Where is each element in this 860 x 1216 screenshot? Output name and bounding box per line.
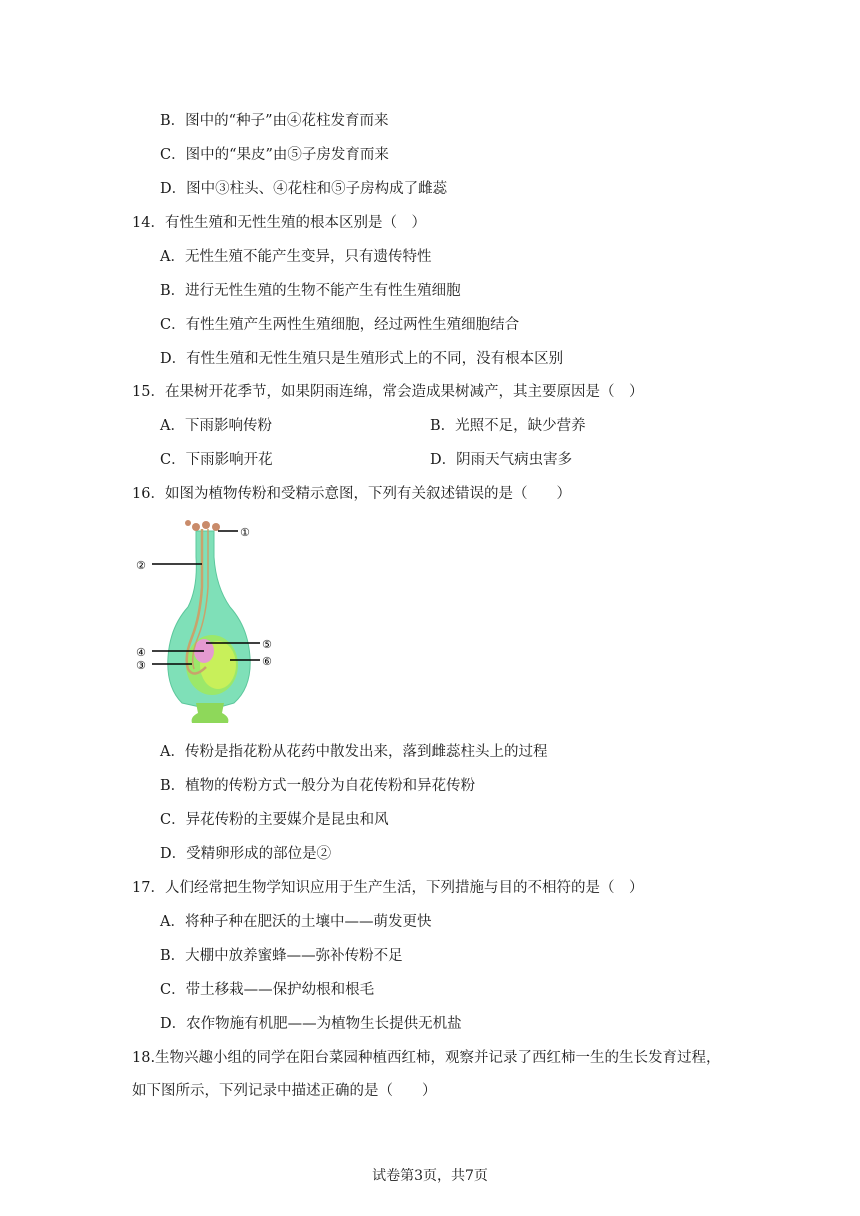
pollen-grain bbox=[202, 521, 210, 529]
q15-option-c: C．下雨影响开花 bbox=[160, 452, 273, 468]
q16-option-c: C．异花传粉的主要媒介是昆虫和风 bbox=[160, 812, 389, 828]
label-2: ② bbox=[136, 559, 146, 572]
page-footer: 试卷第3页，共7页 bbox=[372, 1168, 488, 1184]
q14-stem: 14．有性生殖和无性生殖的根本区别是（ ） bbox=[132, 215, 426, 231]
label-6: ⑥ bbox=[262, 655, 272, 668]
label-4: ④ bbox=[136, 646, 146, 659]
q13-option-c: C．图中的“果皮”由⑤子房发育而来 bbox=[160, 147, 389, 163]
pollen-grain bbox=[185, 520, 191, 526]
q14-option-c: C．有性生殖产生两性生殖细胞，经过两性生殖细胞结合 bbox=[160, 317, 520, 333]
q18-stem-line1: 18.生物兴趣小组的同学在阳台菜园种植西红柿，观察并记录了西红柿一生的生长发育过程， bbox=[132, 1050, 721, 1066]
q16-option-a: A．传粉是指花粉从花药中散发出来，落到雌蕊柱头上的过程 bbox=[160, 744, 548, 760]
q15-stem: 15．在果树开花季节，如果阴雨连绵，常会造成果树减产，其主要原因是（ ） bbox=[132, 384, 644, 400]
q15-option-b: B．光照不足，缺少营养 bbox=[430, 418, 586, 434]
q14-option-b: B．进行无性生殖的生物不能产生有性生殖细胞 bbox=[160, 283, 461, 299]
q16-option-b: B．植物的传粉方式一般分为自花传粉和异花传粉 bbox=[160, 778, 476, 794]
receptacle bbox=[192, 703, 229, 723]
q13-option-d: D．图中③柱头、④花柱和⑤子房构成了雌蕊 bbox=[160, 181, 448, 197]
q16-stem: 16．如图为植物传粉和受精示意图，下列有关叙述错误的是（ ） bbox=[132, 486, 571, 502]
q13-option-b: B．图中的“种子”由④花柱发育而来 bbox=[160, 113, 389, 129]
q17-option-c: C．带土移栽——保护幼根和根毛 bbox=[160, 982, 375, 998]
q16-option-d: D．受精卵形成的部位是② bbox=[160, 846, 332, 862]
pollination-fertilization-diagram bbox=[130, 517, 290, 727]
q14-option-d: D．有性生殖和无性生殖只是生殖形式上的不同，没有根本区别 bbox=[160, 351, 564, 367]
q17-option-b: B．大棚中放养蜜蜂——弥补传粉不足 bbox=[160, 948, 403, 964]
q15-option-a: A．下雨影响传粉 bbox=[160, 418, 272, 434]
label-3: ③ bbox=[136, 659, 146, 672]
q17-option-d: D．农作物施有机肥——为植物生长提供无机盐 bbox=[160, 1016, 462, 1032]
pollen-grain bbox=[212, 523, 220, 531]
label-1: ① bbox=[240, 526, 250, 539]
q14-option-a: A．无性生殖不能产生变异，只有遗传特性 bbox=[160, 249, 432, 265]
q17-option-a: A．将种子种在肥沃的土壤中——萌发更快 bbox=[160, 914, 432, 930]
label-5: ⑤ bbox=[262, 638, 272, 651]
q15-option-d: D．阴雨天气病虫害多 bbox=[430, 452, 573, 468]
q17-stem: 17．人们经常把生物学知识应用于生产生活，下列措施与目的不相符的是（ ） bbox=[132, 880, 644, 896]
q18-stem-line2: 如下图所示，下列记录中描述正确的是（ ） bbox=[132, 1083, 437, 1099]
pollen-grain bbox=[192, 523, 200, 531]
